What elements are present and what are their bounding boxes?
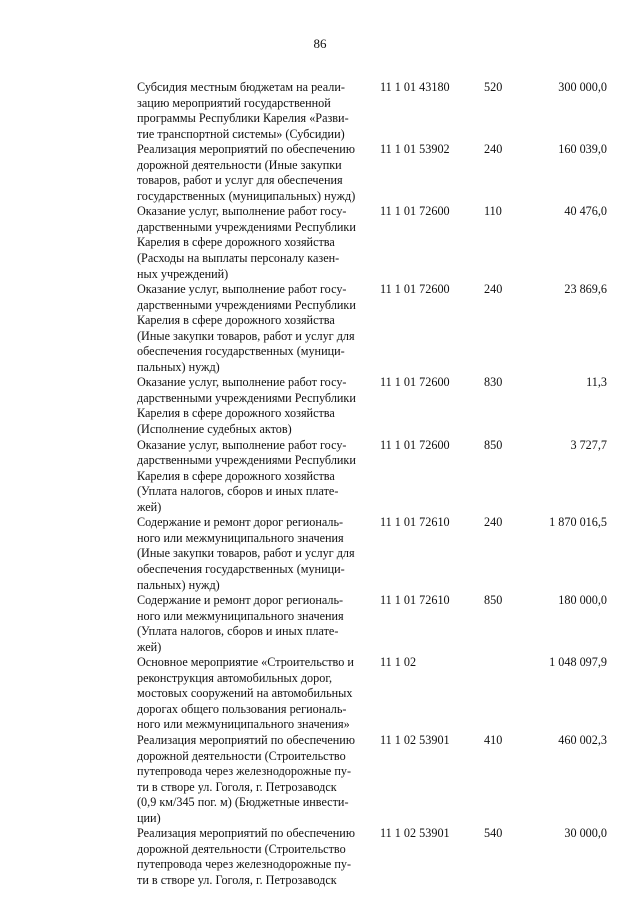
row-description: Основное мероприятие «Строительство и реконструкция автомобильных дорог, мостовых сооружений на автомобильных дорогах общего пользования региональ- ного или межмуниципального значения» — [137, 655, 354, 732]
table-row — [137, 733, 607, 826]
row-expense-type: 850 — [484, 593, 503, 608]
budget-table — [137, 80, 607, 888]
row-description: Оказание услуг, выполнение работ госу- дарственными учреждениями Республики Карелия в сфере дорожного хозяйства (Уплата налогов, сборов и иных плате- жей) — [137, 437, 356, 514]
row-amount: 11,3 — [586, 375, 607, 390]
row-amount: 1 048 097,9 — [549, 655, 607, 670]
row-target-code: 11 1 01 72610 — [380, 515, 450, 530]
page-number: 86 — [313, 36, 327, 51]
row-description: Содержание и ремонт дорог региональ- ного или межмуниципального значения (Уплата налогов, сборов и иных плате- жей) — [137, 593, 344, 654]
table-row — [137, 204, 607, 282]
row-description: Реализация мероприятий по обеспечению дорожной деятельности (Строительство путепровода через железнодорожные пу- ти в створе ул. Гоголя, г. Петрозаводск — [137, 826, 355, 887]
table-row — [137, 438, 607, 516]
row-amount: 3 727,7 — [570, 437, 607, 452]
row-target-code: 11 1 01 72600 — [380, 437, 450, 452]
row-expense-type: 540 — [484, 826, 503, 841]
table-row — [137, 375, 607, 437]
table-row — [137, 593, 607, 655]
row-expense-type: 240 — [484, 142, 503, 157]
row-target-code: 11 1 01 72600 — [380, 375, 450, 390]
row-target-code: 11 1 02 — [380, 655, 417, 670]
row-description: Реализация мероприятий по обеспечению дорожной деятельности (Иные закупки товаров, работ и услуг для обеспечения государственных (муниципальных) нужд) — [137, 142, 356, 203]
row-description: Оказание услуг, выполнение работ госу- дарственными учреждениями Республики Карелия в сфере дорожного хозяйства (Расходы на выплаты персоналу казен- ных учреждений) — [137, 204, 356, 281]
row-description: Реализация мероприятий по обеспечению дорожной деятельности (Строительство путепровода через железнодорожные пу- ти в створе ул. Гоголя, г. Петрозаводск (0,9 км/345 пог. м) (Бюджетные инвести- ции) — [137, 732, 355, 825]
row-target-code: 11 1 01 53902 — [380, 142, 450, 157]
table-row — [137, 655, 607, 733]
row-target-code: 11 1 01 72600 — [380, 282, 450, 297]
row-description: Оказание услуг, выполнение работ госу- дарственными учреждениями Республики Карелия в сфере дорожного хозяйства (Иные закупки товаров, работ и услуг для обеспечения государственных (муници- пальных) нужд) — [137, 282, 356, 374]
row-amount: 1 870 016,5 — [549, 515, 607, 530]
row-amount: 300 000,0 — [558, 80, 607, 94]
row-description: Оказание услуг, выполнение работ госу- дарственными учреждениями Республики Карелия в сфере дорожного хозяйства (Исполнение судебных актов) — [137, 375, 356, 437]
row-expense-type: 110 — [484, 204, 502, 219]
row-amount: 40 476,0 — [564, 204, 607, 219]
table-row — [137, 515, 607, 593]
row-expense-type: 520 — [484, 80, 503, 94]
table-row — [137, 142, 607, 204]
row-target-code: 11 1 01 72600 — [380, 204, 450, 219]
row-expense-type: 410 — [484, 732, 503, 747]
row-amount: 180 000,0 — [558, 593, 607, 608]
row-expense-type: 850 — [484, 437, 503, 452]
row-target-code: 11 1 01 72610 — [380, 593, 450, 608]
table-row — [137, 282, 607, 375]
row-amount: 160 039,0 — [558, 142, 607, 157]
row-target-code: 11 1 02 53901 — [380, 732, 450, 747]
table-row — [137, 826, 607, 888]
row-amount: 23 869,6 — [564, 282, 607, 297]
row-target-code: 11 1 02 53901 — [380, 826, 450, 841]
row-description: Содержание и ремонт дорог региональ- ного или межмуниципального значения (Иные закупки товаров, работ и услуг для обеспечения государственных (муници- пальных) нужд) — [137, 515, 355, 592]
row-amount: 460 002,3 — [558, 732, 607, 747]
row-amount: 30 000,0 — [564, 826, 607, 841]
table-row — [137, 80, 607, 142]
row-expense-type: 240 — [484, 282, 503, 297]
row-target-code: 11 1 01 43180 — [380, 80, 450, 94]
row-expense-type: 240 — [484, 515, 503, 530]
row-description: Субсидия местным бюджетам на реали- зацию мероприятий государственной программы Республики Карелия «Разви- тие транспортной системы» (Субсидии) — [137, 80, 349, 141]
row-expense-type: 830 — [484, 375, 503, 390]
